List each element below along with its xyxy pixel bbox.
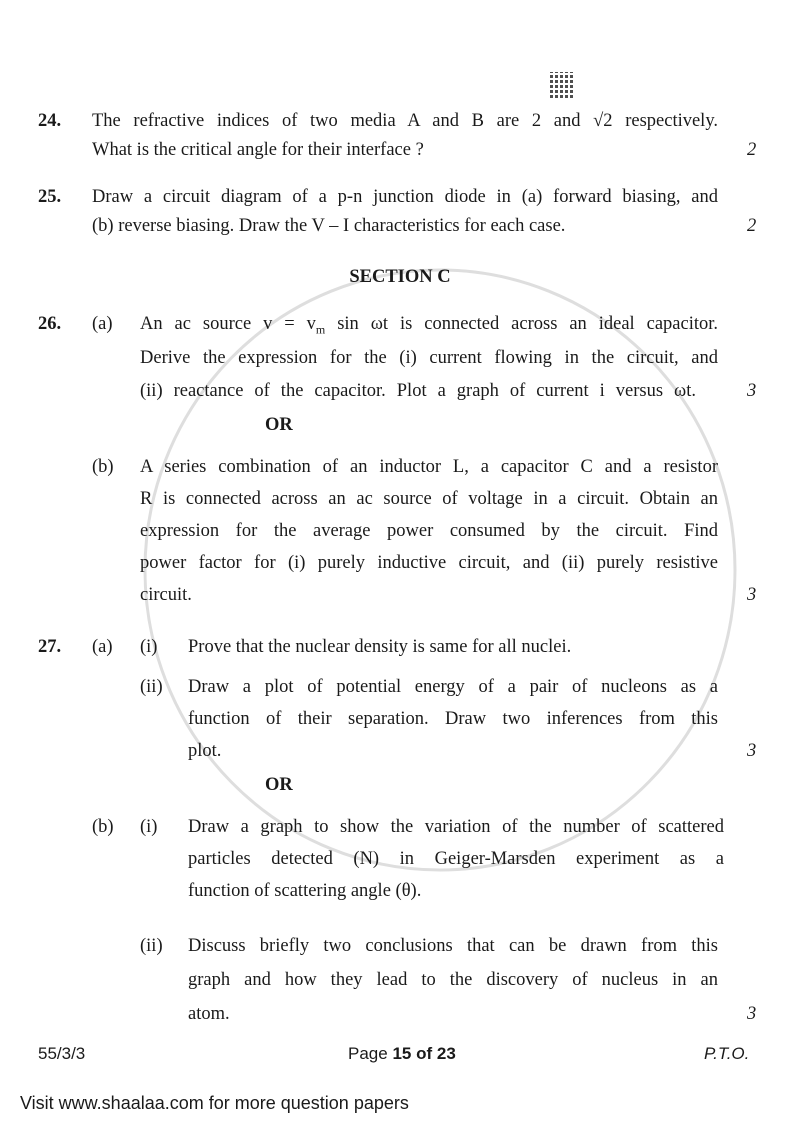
question-text: (b) reverse biasing. Draw the V – I characteristics for each case. [92,216,566,236]
part-label: (b) [92,457,114,477]
question-text: power factor for (i) purely inductive circuit, and (ii) purely resistive [140,553,718,573]
current-page: 15 [392,1044,412,1063]
section-heading: SECTION C [349,267,451,287]
subpart-label: (ii) [140,936,163,956]
part-label: (a) [92,637,113,657]
paper-code: 55/3/3 [38,1044,86,1063]
question-text: plot. [188,741,222,761]
question-text: atom. [188,1004,230,1024]
subpart-label: (i) [140,637,158,657]
question-number: 26. [38,314,62,334]
question-text: particles detected (N) in Geiger-Marsden experiment as a [188,849,724,869]
text: Page [348,1044,393,1063]
marks: 2 [747,216,757,236]
subpart-label: (i) [140,817,158,837]
marks: 2 [747,140,757,160]
text: An ac source v = v [140,314,316,334]
part-label: (b) [92,817,114,837]
or-separator: OR [265,415,293,435]
question-text: Discuss briefly two conclusions that can be drawn from this [188,936,718,956]
promo-link[interactable]: Visit www.shaalaa.com for more question papers [20,1093,409,1113]
question-text: Derive the expression for the (i) current flowing in the circuit, and [140,348,718,368]
question-text: Draw a circuit diagram of a p-n junction diode in (a) forward biasing, and [92,187,719,207]
question-text: Draw a graph to show the variation of the number of scattered [188,817,724,837]
text: of [411,1044,437,1063]
question-text: Draw a plot of potential energy of a pair of nucleons as a [188,677,718,697]
marks: 3 [747,1004,757,1024]
question-text: expression for the average power consumed by the circuit. Find [140,521,718,541]
question-text: What is the critical angle for their interface ? [92,140,424,160]
question-text: function of their separation. Draw two inferences from this [188,709,718,729]
question-text: graph and how they lead to the discovery of nucleus in an [188,970,718,990]
pto: P.T.O. [704,1044,750,1063]
qr-code [550,72,574,98]
text: sin ωt is connected across an ideal capacitor. [325,314,719,334]
question-text: R is connected across an ac source of voltage in a circuit. Obtain an [140,489,719,509]
question-text: function of scattering angle (θ). [188,881,422,901]
part-label: (a) [92,314,113,334]
subpart-label: (ii) [140,677,163,697]
question-number: 24. [38,111,62,131]
marks: 3 [747,741,757,761]
question-text: A series combination of an inductor L, a capacitor C and a resistor [140,457,718,477]
or-separator: OR [265,775,293,795]
total-pages: 23 [436,1044,456,1063]
question-text: The refractive indices of two media A and B are 2 and √2 respectively. [92,111,718,131]
marks: 3 [747,381,757,401]
question-text: Prove that the nuclear density is same for all nuclei. [188,637,572,657]
marks: 3 [747,585,757,605]
question-text [140,313,718,335]
subscript: m [315,322,326,337]
question-text: (ii) reactance of the capacitor. Plot a graph of current i versus ωt. [140,381,696,401]
question-text: circuit. [140,585,192,605]
question-number: 25. [38,187,62,207]
question-number: 27. [38,637,62,657]
page-number [348,1044,456,1064]
